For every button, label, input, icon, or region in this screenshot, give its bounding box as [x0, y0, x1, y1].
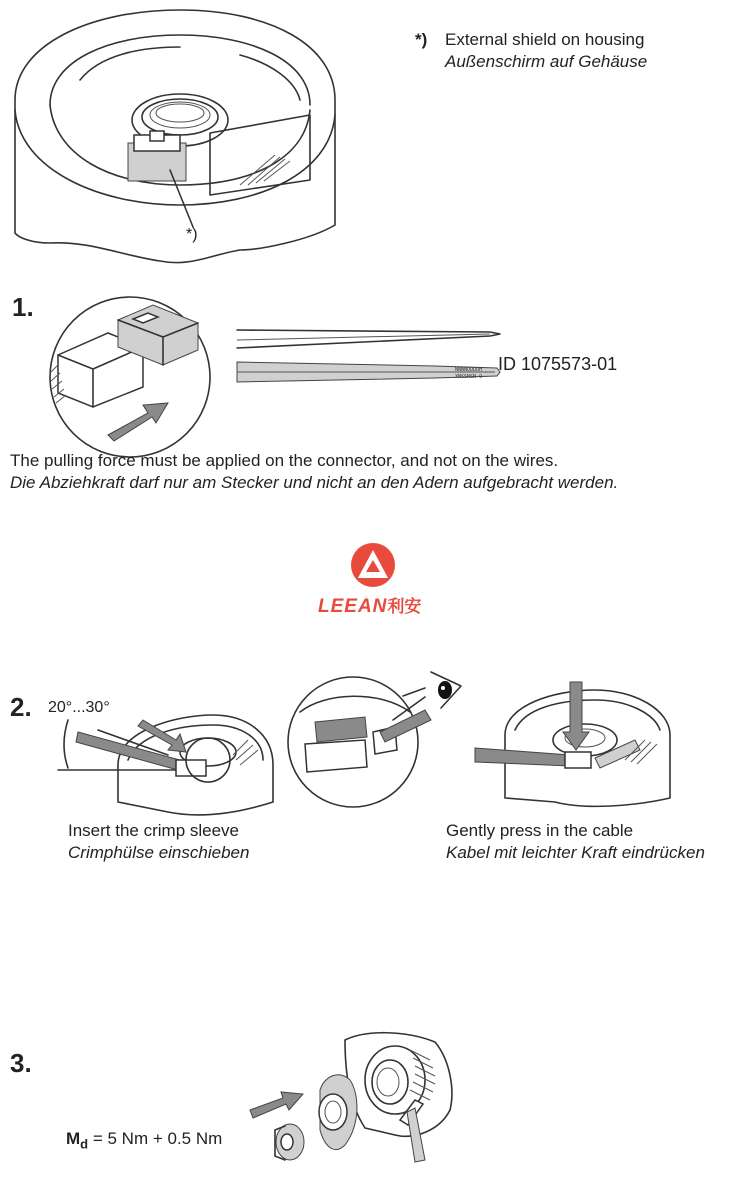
svg-text:XNSSNSN O: XNSSNSN O: [455, 374, 483, 380]
torque-value: = 5 Nm + 0.5 Nm: [88, 1129, 223, 1148]
step1-number: 1.: [12, 292, 34, 322]
torque-symbol: M: [66, 1129, 81, 1148]
shield-note-en: External shield on housing: [445, 30, 645, 49]
shield-note-marker: *): [415, 30, 428, 49]
angle-label: 20°...30°: [48, 699, 110, 716]
cable-press-drawing: [475, 680, 690, 810]
watermark-cn: 利安: [387, 597, 422, 616]
watermark-text: LEEAN: [318, 596, 388, 617]
step2-left-de: Crimphülse einschieben: [68, 843, 250, 862]
watermark: [318, 592, 421, 618]
leean-logo-icon: [348, 542, 398, 588]
zoom-detail-circle: [285, 672, 445, 832]
step3-number: 3.: [10, 1048, 32, 1078]
shield-note-de: Außenschirm auf Gehäuse: [445, 52, 648, 71]
housing-drawing: [10, 5, 350, 270]
step2-right-en: Gently press in the cable: [446, 821, 634, 840]
step2-right-de: Kabel mit leichter Kraft eindrücken: [446, 843, 705, 862]
tweezers-icon: [235, 318, 505, 403]
svg-text:NNNNODDDH: NNNNODDDH: [455, 367, 483, 373]
eye-icon: [425, 668, 465, 710]
tool-id: ID 1075573-01: [498, 354, 618, 374]
clamp-nut-icon: [245, 1030, 460, 1170]
step1-text-en: The pulling force must be applied on the connector, and not on the wires.: [10, 451, 559, 470]
crimp-insert-drawing: [58, 710, 293, 825]
connector-detail-circle: [48, 295, 213, 460]
step2-left-en: Insert the crimp sleeve: [68, 821, 240, 840]
step2-number: 2.: [10, 692, 32, 722]
torque-spec: [66, 1128, 222, 1155]
step1-text-de: Die Abziehkraft darf nur am Stecker und nicht an den Adern aufgebracht werden.: [10, 473, 619, 492]
torque-subscript: d: [80, 1136, 89, 1152]
housing-callout: *): [186, 226, 198, 243]
